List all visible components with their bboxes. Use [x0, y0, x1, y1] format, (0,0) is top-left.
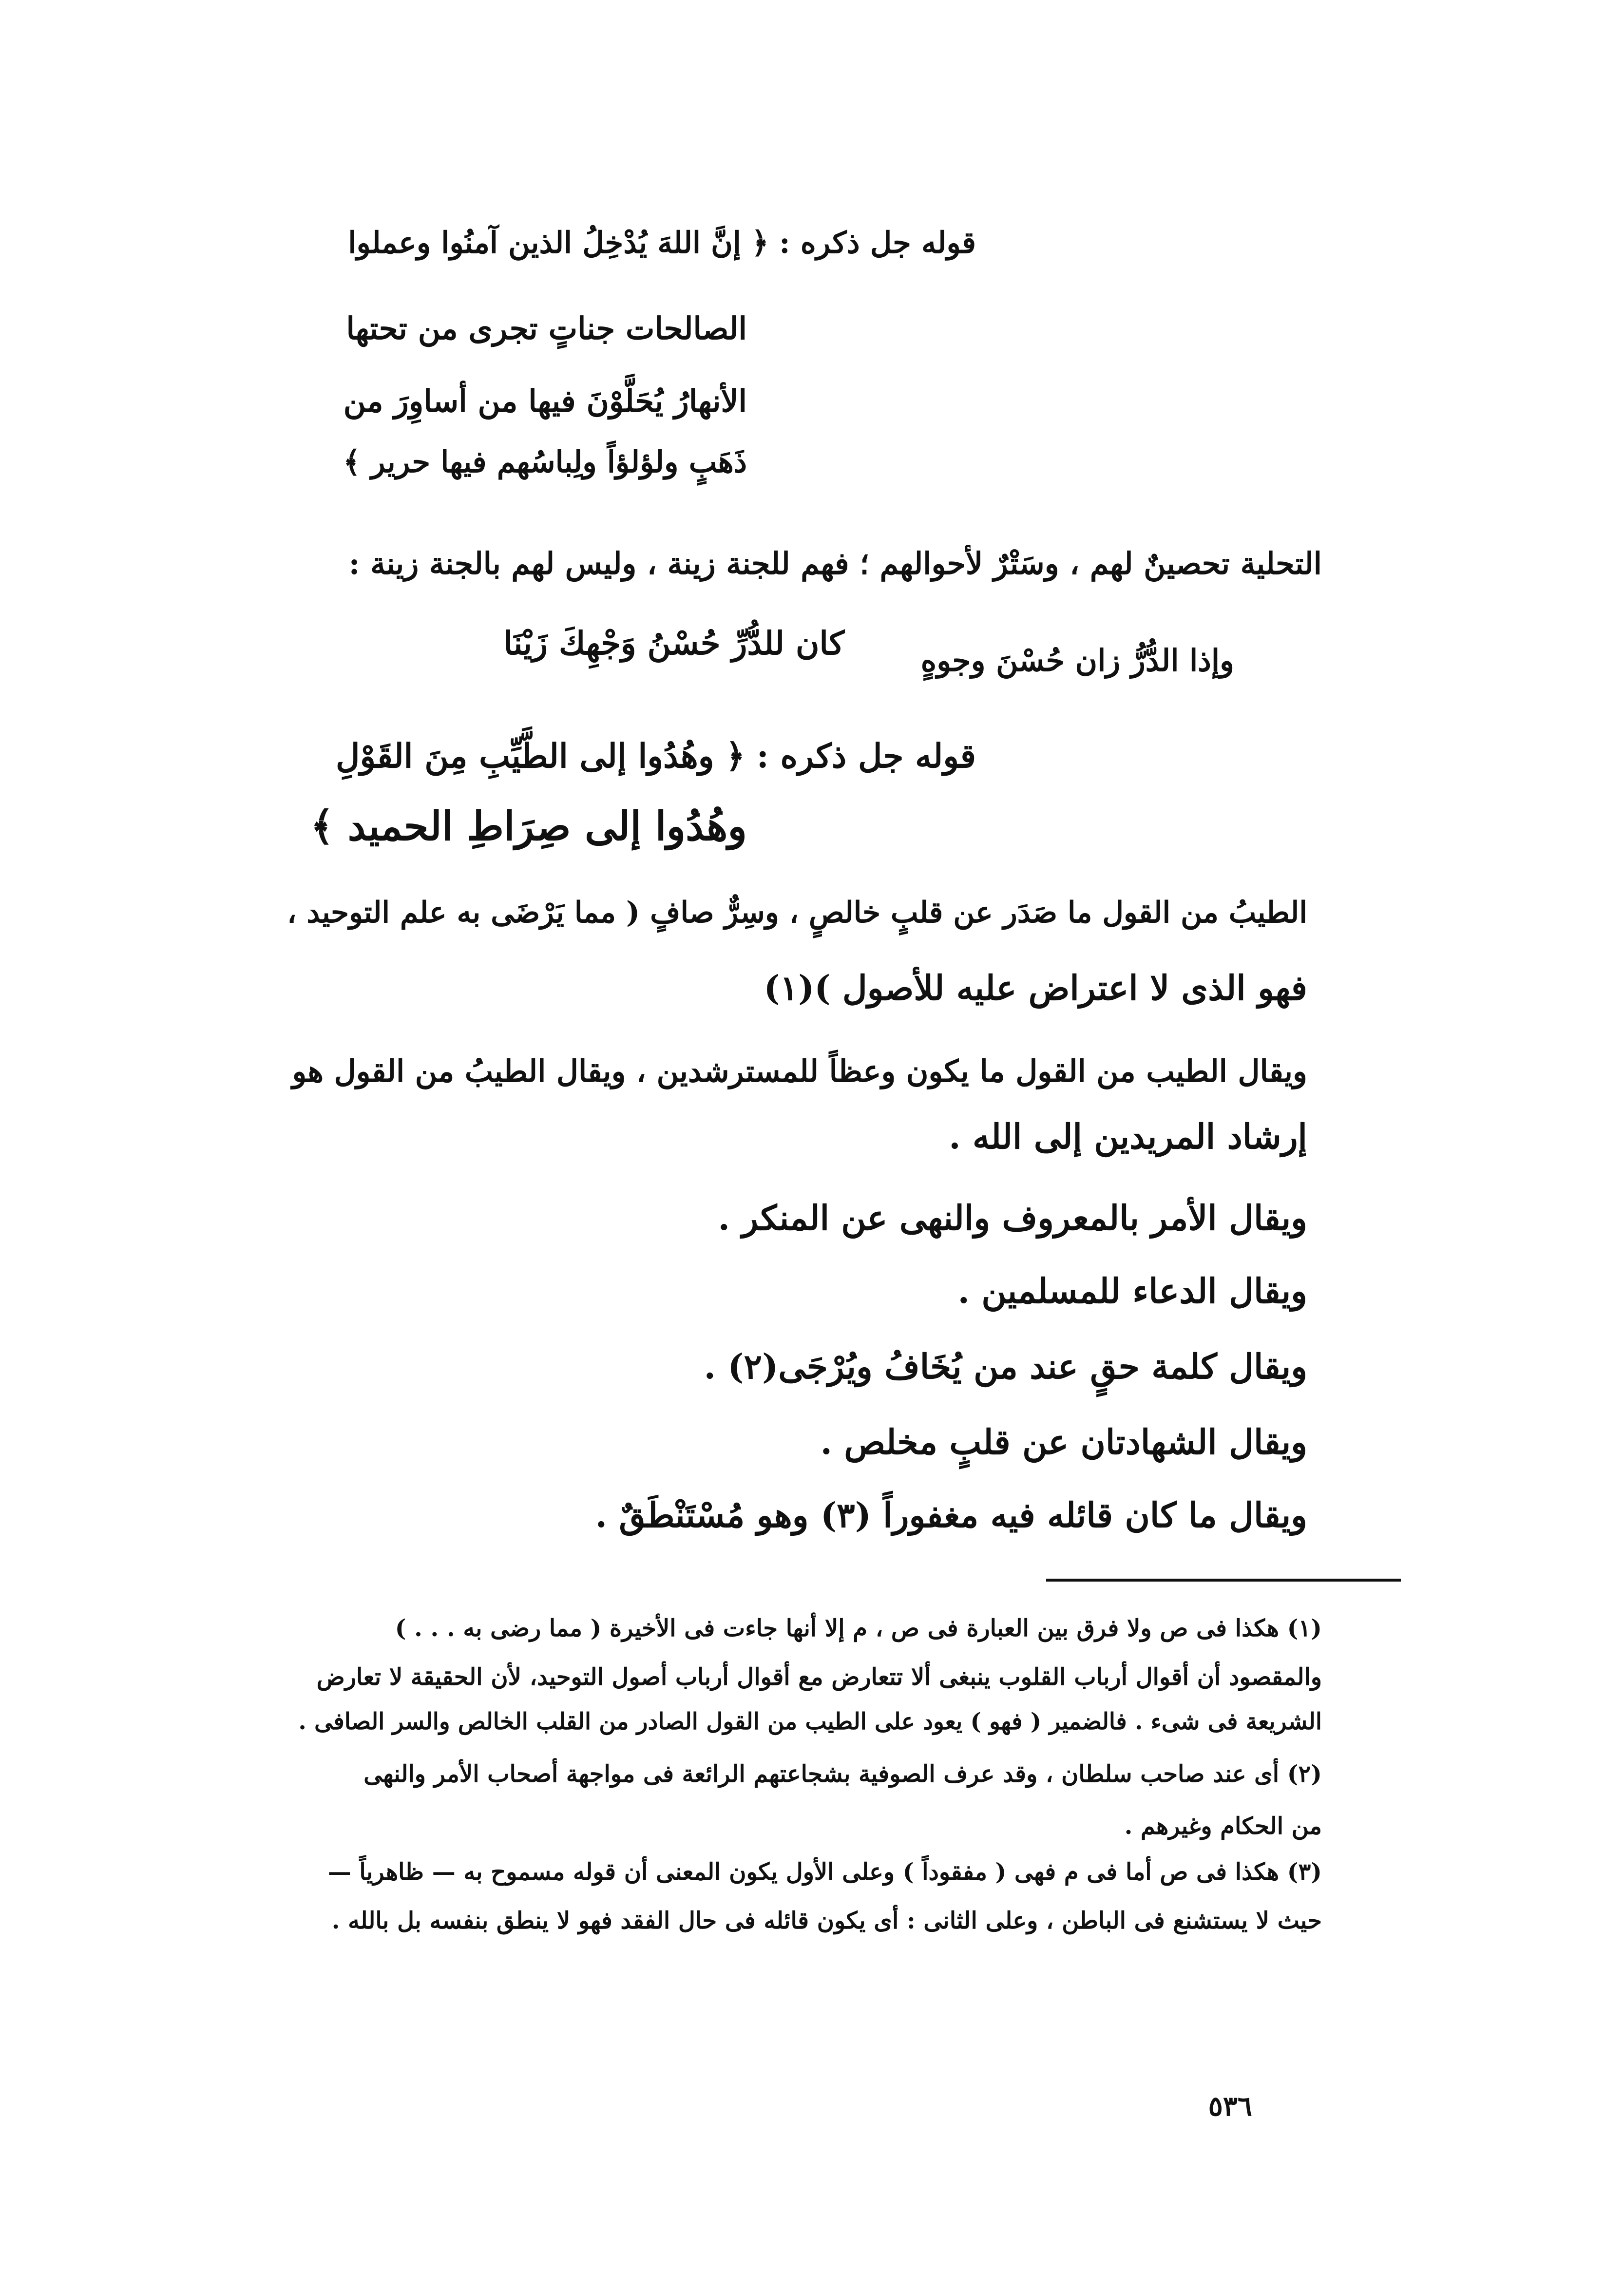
paragraph-line: ويقال ما كان قائله فيه مغفوراً (٣) وهو مُسْتَنْطَقٌ .: [595, 1495, 1307, 1535]
footnote-line: (٣) هكذا فى ص أما فى م فهى ( مفقوداً ) وعلى الأول يكون المعنى أن قوله مسموح به — ظاهرياً —: [327, 1858, 1322, 1886]
paragraph-line: ويقال الشهادتان عن قلبٍ مخلص .: [820, 1422, 1307, 1462]
paragraph-line: ويقال كلمة حقٍ عند من يُخَافُ ويُرْجَى(٢) .: [704, 1346, 1307, 1387]
poem-hemistich-left: كان للدُّرِّ حُسْنُ وَجْهِكَ زَيْنَا: [503, 624, 844, 662]
commentary-line: التحلية تحصينٌ لهم ، وسَتْرٌ لأحوالهم ؛ فهم للجنة زينة ، وليس لهم بالجنة زينة :: [348, 546, 1322, 581]
paragraph-line: ويقال الطيب من القول ما يكون وعظاً للمسترشدين ، ويقال الطيبُ من القول هو: [292, 1053, 1307, 1089]
verse-line: قوله جل ذكره : ﴿ إنَّ اللهَ يُدْخِلُ الذين آمنُوا وعملوا: [348, 226, 976, 260]
paragraph-line: فهو الذى لا اعتراض عليه للأصول )(١): [764, 968, 1307, 1008]
paragraph-line: إرشاد المريدين إلى الله .: [949, 1116, 1307, 1157]
paragraph-line: الطيبُ من القول ما صَدَر عن قلبٍ خالصٍ ، وسِرٌّ صافٍ ( مما يَرْضَى به علم التوحيد ،: [287, 896, 1307, 930]
footnote-line: حيث لا يستشنع فى الباطن ، وعلى الثانى : أى يكون قائله فى حال الفقد فهو لا ينطق بنفسه بل بالله .: [331, 1907, 1322, 1934]
footnote-line: الشريعة فى شىء . فالضمير ( فهو ) يعود على الطيب من القول الصادر من القلب الخالص والسر الصافى .: [298, 1708, 1322, 1735]
footnote-divider: [1046, 1579, 1401, 1582]
footnote-line: (١) هكذا فى ص ولا فرق بين العبارة فى ص ، م إلا أنها جاءت فى الأخيرة ( مما رضى به . . . ): [395, 1615, 1322, 1642]
paragraph-line: ويقال الدعاء للمسلمين .: [957, 1271, 1307, 1311]
verse-line: قوله جل ذكره : ﴿ وهُدُوا إلى الطَّيِّبِ مِنَ القَوْلِ: [336, 737, 976, 776]
page-number: ٥٣٦: [1208, 2090, 1252, 2122]
verse-line: الأنهارُ يُحَلَّوْنَ فيها من أساوِرَ من: [343, 383, 747, 419]
verse-line: الصالحات جناتٍ تجرى من تحتها: [346, 310, 747, 346]
paragraph-line: ويقال الأمر بالمعروف والنهى عن المنكر .: [718, 1198, 1307, 1238]
poem-hemistich-right: وإذا الدُّرُّ زان حُسْنَ وجوهٍ: [920, 643, 1234, 678]
verse-line: ذَهَبٍ ولؤلؤاً ولِباسُهم فيها حرير ﴾: [343, 445, 747, 479]
footnote-line: والمقصود أن أقوال أرباب القلوب ينبغى ألا تتعارض مع أقوال أرباب أصول التوحيد، لأن الحقيقة لا تعارض: [316, 1663, 1322, 1691]
footnote-line: من الحكام وغيرهم .: [1124, 1813, 1322, 1840]
footnote-line: (٢) أى عند صاحب سلطان ، وقد عرف الصوفية بشجاعتهم الرائعة فى مواجهة أصحاب الأمر والنهى: [363, 1760, 1322, 1788]
verse-line: وهُدُوا إلى صِرَاطِ الحميد ﴾: [310, 803, 747, 850]
